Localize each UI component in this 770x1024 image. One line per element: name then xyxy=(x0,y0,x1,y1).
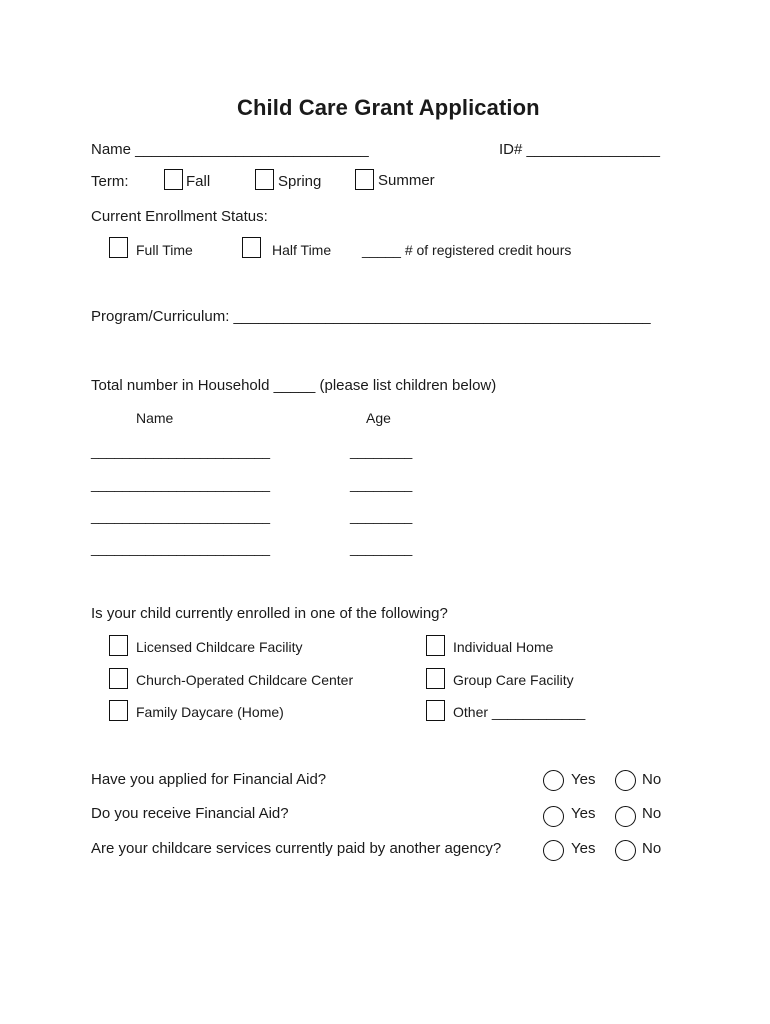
child-name-field[interactable]: _______________________ xyxy=(91,443,271,459)
facility-question: Is your child currently enrolled in one of the following? xyxy=(91,605,448,622)
credit-hours-field[interactable]: _____ # of registered credit hours xyxy=(362,242,572,258)
term-spring-checkbox[interactable] xyxy=(255,169,274,190)
group-care-checkbox[interactable] xyxy=(426,668,445,689)
household-total-field[interactable]: Total number in Household _____ (please list children below) xyxy=(91,377,497,394)
child-name-field[interactable]: _______________________ xyxy=(91,508,271,524)
term-summer-checkbox[interactable] xyxy=(355,169,374,190)
child-name-field[interactable]: _______________________ xyxy=(91,476,271,492)
term-summer-label: Summer xyxy=(378,172,435,189)
page-title: Child Care Grant Application xyxy=(237,95,540,120)
term-fall-label: Fall xyxy=(186,173,211,190)
receive-aid-no-radio[interactable] xyxy=(615,806,636,827)
applied-aid-yes-label: Yes xyxy=(571,771,596,788)
licensed-childcare-label: Licensed Childcare Facility xyxy=(136,639,303,655)
full-time-checkbox[interactable] xyxy=(109,237,128,258)
child-age-field[interactable]: ________ xyxy=(350,508,413,524)
family-daycare-label: Family Daycare (Home) xyxy=(136,704,284,720)
other-facility-field[interactable]: Other ____________ xyxy=(453,704,586,720)
paid-agency-no-radio[interactable] xyxy=(615,840,636,861)
enrollment-status-label: Current Enrollment Status: xyxy=(91,208,268,225)
child-name-field[interactable]: _______________________ xyxy=(91,540,271,556)
name-field[interactable]: Name ____________________________ xyxy=(91,141,369,158)
receive-aid-yes-label: Yes xyxy=(571,805,596,822)
applied-aid-no-label: No xyxy=(642,771,662,788)
receive-financial-aid-question: Do you receive Financial Aid? xyxy=(91,805,289,822)
child-age-field[interactable]: ________ xyxy=(350,476,413,492)
church-operated-label: Church-Operated Childcare Center xyxy=(136,672,354,688)
other-facility-checkbox[interactable] xyxy=(426,700,445,721)
term-spring-label: Spring xyxy=(278,173,322,190)
term-label: Term: xyxy=(91,173,129,190)
paid-by-agency-question: Are your childcare services currently paid by another agency? xyxy=(91,840,502,857)
children-age-header: Age xyxy=(366,410,391,426)
children-name-header: Name xyxy=(136,410,174,426)
individual-home-checkbox[interactable] xyxy=(426,635,445,656)
child-age-field[interactable]: ________ xyxy=(350,443,413,459)
licensed-childcare-checkbox[interactable] xyxy=(109,635,128,656)
program-curriculum-field[interactable]: Program/Curriculum: __________________________________________________ xyxy=(91,308,651,325)
paid-agency-no-label: No xyxy=(642,840,662,857)
paid-agency-yes-label: Yes xyxy=(571,840,596,857)
applied-aid-no-radio[interactable] xyxy=(615,770,636,791)
family-daycare-checkbox[interactable] xyxy=(109,700,128,721)
id-field[interactable]: ID# ________________ xyxy=(499,141,660,158)
term-fall-checkbox[interactable] xyxy=(164,169,183,190)
receive-aid-no-label: No xyxy=(642,805,662,822)
paid-agency-yes-radio[interactable] xyxy=(543,840,564,861)
church-operated-checkbox[interactable] xyxy=(109,668,128,689)
individual-home-label: Individual Home xyxy=(453,639,554,655)
full-time-label: Full Time xyxy=(136,242,193,258)
half-time-label: Half Time xyxy=(272,242,332,258)
child-age-field[interactable]: ________ xyxy=(350,540,413,556)
group-care-label: Group Care Facility xyxy=(453,672,574,688)
applied-aid-yes-radio[interactable] xyxy=(543,770,564,791)
receive-aid-yes-radio[interactable] xyxy=(543,806,564,827)
half-time-checkbox[interactable] xyxy=(242,237,261,258)
applied-financial-aid-question: Have you applied for Financial Aid? xyxy=(91,771,327,788)
